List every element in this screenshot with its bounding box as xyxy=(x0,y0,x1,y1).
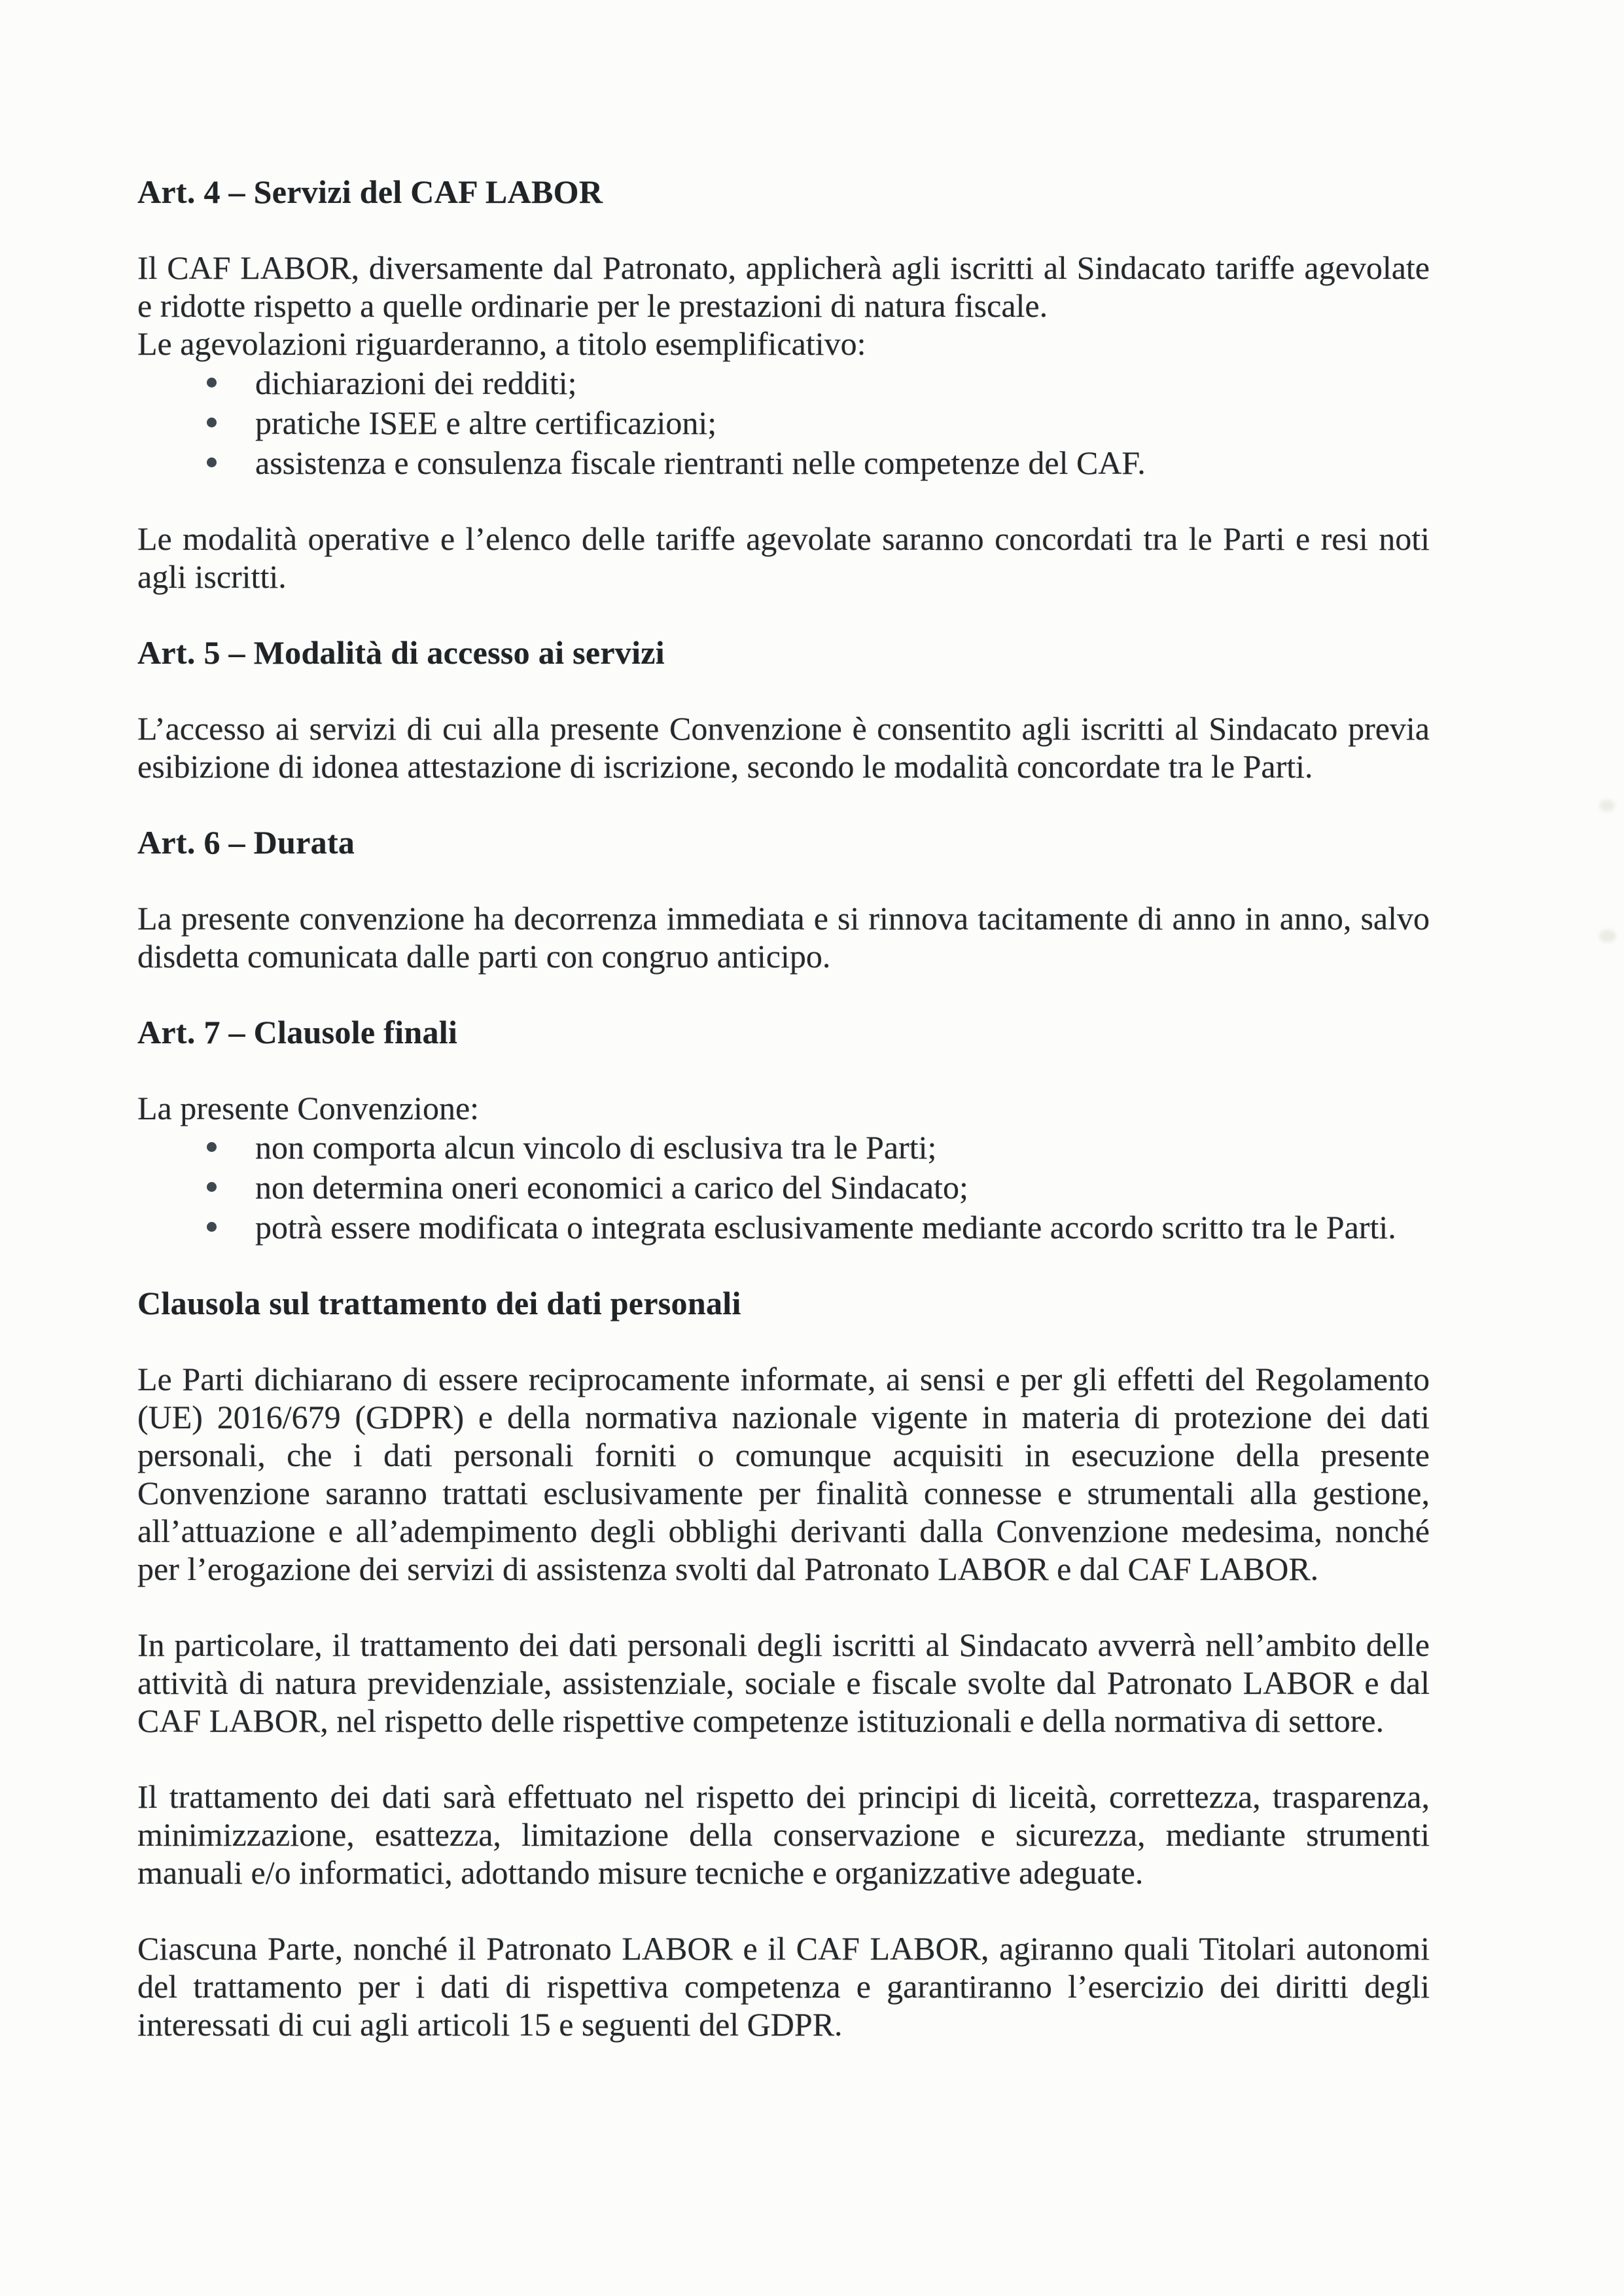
document-content xyxy=(137,173,1430,2043)
privacy-paragraph-2: In particolare, il trattamento dei dati personali degli iscritti al Sindacato avverrà nell’ambito delle attività di natura previdenziale, assistenziale, sociale e fiscale svolte dal Patronato LABOR e dal CAF LABOR, nel rispetto delle rispettive competenze istituzionali e della normativa di settore. xyxy=(137,1626,1430,1739)
art4-paragraph-2: Le modalità operative e l’elenco delle tariffe agevolate saranno concordati tra le Parti e resi noti agli iscritti. xyxy=(137,520,1430,595)
art7-list-intro: La presente Convenzione: xyxy=(137,1090,480,1126)
art4-bullet-item: dichiarazioni dei redditi; xyxy=(255,364,1430,402)
privacy-paragraph-1: Le Parti dichiarano di essere reciprocamente informate, ai sensi e per gli effetti del Regolamento (UE) 2016/679 (GDPR) e della normativa nazionale vigente in materia di protezione dei dati personali, che i dati personali forniti o comunque acquisiti in esecuzione della presente Convenzione saranno trattati esclusivamente per finalità connesse e strumentali alla gestione, all’attuazione e all’adempimento degli obblighi derivanti dalla Convenzione medesima, nonché per l’erogazione dei servizi di assistenza svolti dal Patronato LABOR e dal CAF LABOR. xyxy=(137,1361,1430,1587)
art5-paragraph: L’accesso ai servizi di cui alla presente Convenzione è consentito agli iscritti al Sindacato previa esibizione di idonea attestazione di iscrizione, secondo le modalità concordate tra le Parti. xyxy=(137,710,1430,785)
privacy-paragraph-4: Ciascuna Parte, nonché il Patronato LABOR e il CAF LABOR, agiranno quali Titolari autonomi del trattamento per i dati di rispettiva competenza e garantiranno l’esercizio dei diritti degli interessati di cui agli articoli 15 e seguenti del GDPR. xyxy=(137,1930,1430,2043)
art7-bullet-item: potrà essere modificata o integrata esclusivamente mediante accordo scritto tra le Parti. xyxy=(255,1208,1430,1246)
art4-list-intro: Le agevolazioni riguarderanno, a titolo esemplificativo: xyxy=(137,325,866,362)
art7-bullet-item: non comporta alcun vincolo di esclusiva tra le Parti; xyxy=(255,1128,1430,1166)
art7-bullet-item: non determina oneri economici a carico del Sindacato; xyxy=(255,1168,1430,1206)
art6-heading: Art. 6 – Durata xyxy=(137,824,355,861)
privacy-paragraph-3: Il trattamento dei dati sarà effettuato nel rispetto dei principi di liceità, correttezza, trasparenza, minimizzazione, esattezza, limitazione della conservazione e sicurezza, mediante strumenti manuali e/o informatici, adottando misure tecniche e organizzative adeguate. xyxy=(137,1778,1430,1891)
scan-artifact xyxy=(1599,800,1615,812)
art4-bullet-list xyxy=(137,364,1430,482)
privacy-clause-heading: Clausola sul trattamento dei dati personali xyxy=(137,1285,741,1321)
art4-bullet-item: pratiche ISEE e altre certificazioni; xyxy=(255,404,1430,442)
art7-bullet-list xyxy=(137,1128,1430,1246)
art6-paragraph: La presente convenzione ha decorrenza immediata e si rinnova tacitamente di anno in anno, salvo disdetta comunicata dalle parti con congruo anticipo. xyxy=(137,900,1430,975)
art7-heading: Art. 7 – Clausole finali xyxy=(137,1014,458,1050)
art5-heading: Art. 5 – Modalità di accesso ai servizi xyxy=(137,634,665,671)
art4-paragraph-1: Il CAF LABOR, diversamente dal Patronato, applicherà agli iscritti al Sindacato tariffe agevolate e ridotte rispetto a quelle ordinarie per le prestazioni di natura fiscale. xyxy=(137,249,1430,324)
art4-bullet-item: assistenza e consulenza fiscale rientranti nelle competenze del CAF. xyxy=(255,444,1430,482)
art4-heading: Art. 4 – Servizi del CAF LABOR xyxy=(137,173,603,210)
scan-artifact xyxy=(1599,929,1616,942)
